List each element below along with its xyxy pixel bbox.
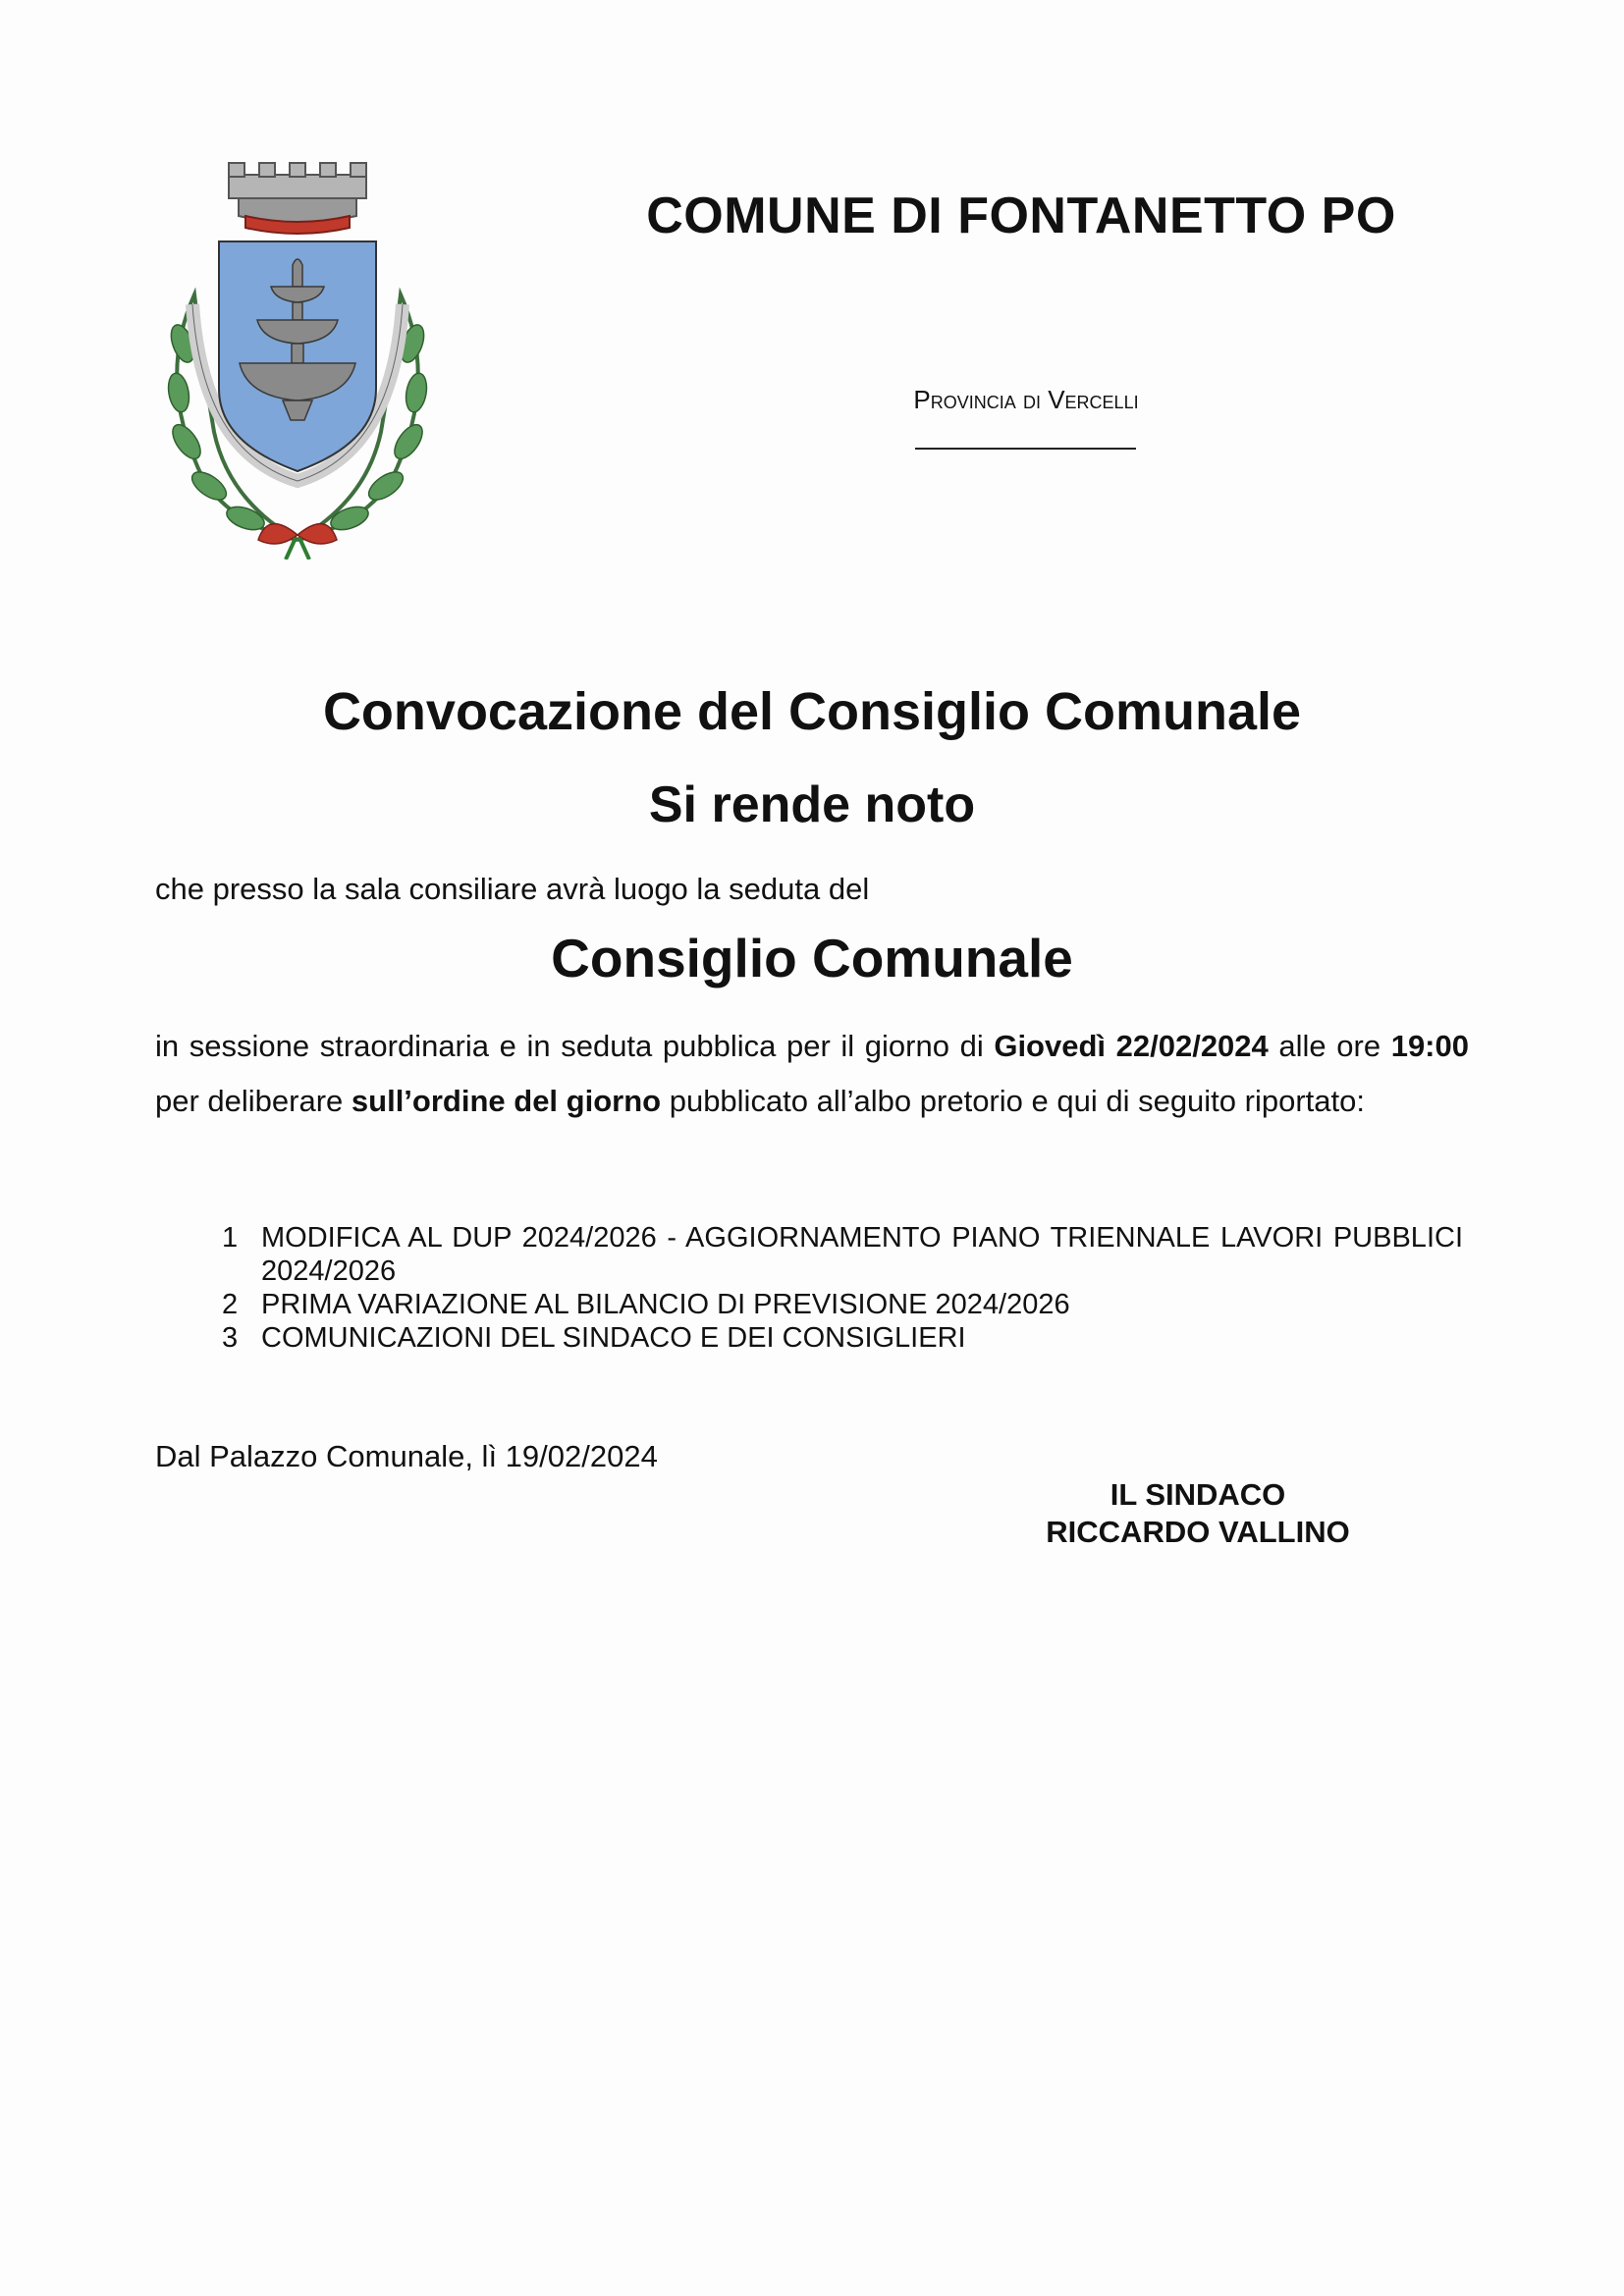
agenda-item-text: COMUNICAZIONI DEL SINDACO E DEI CONSIGLIERI (261, 1322, 966, 1354)
agenda-item-text: MODIFICA AL DUP 2024/2026 - AGGIORNAMENTO PIANO TRIENNALE LAVORI PUBBLICI 2024/2026 (261, 1222, 1463, 1287)
body-text-1: in sessione straordinaria e in seduta pubblica per il giorno di (155, 1029, 995, 1063)
mayor-title: IL SINDACO (1110, 1477, 1286, 1512)
divider (915, 448, 1136, 450)
agenda-item-number: 3 (222, 1322, 239, 1354)
crown-icon (229, 163, 366, 234)
mayor-name: RICCARDO VALLINO (1046, 1515, 1350, 1549)
notice-intro: che presso la sala consiliare avrà luogo la seduta del (155, 872, 870, 906)
meeting-day: Giovedì 22/02/2024 (994, 1029, 1269, 1063)
notice-subtitle: Si rende noto (648, 776, 976, 833)
agenda-list (222, 1221, 1463, 1355)
place-and-date: Dal Palazzo Comunale, lì 19/02/2024 (155, 1439, 658, 1473)
order-of-day: sull’ordine del giorno (351, 1084, 662, 1118)
province-label: Provincia di Vercelli (913, 385, 1139, 414)
signature-block (982, 1476, 1414, 1551)
agenda-item-number: 2 (222, 1289, 239, 1320)
agenda-item-number: 1 (222, 1222, 239, 1254)
notice-title: Convocazione del Consiglio Comunale (322, 682, 1302, 741)
agenda-item-text: PRIMA VARIAZIONE AL BILANCIO DI PREVISIONE 2024/2026 (261, 1289, 1070, 1320)
body-text-3: per deliberare (155, 1084, 352, 1118)
body-text-4: pubblicato all’albo pretorio e qui di seguito riportato: (661, 1084, 1365, 1118)
body-text-2: alle ore (1268, 1029, 1391, 1063)
agenda-item (222, 1321, 1463, 1355)
council-heading: Consiglio Comunale (551, 928, 1073, 988)
coat-of-arms-crest (155, 157, 440, 560)
meeting-time: 19:00 (1390, 1029, 1469, 1063)
agenda-item (222, 1221, 1463, 1288)
municipality-title: COMUNE DI FONTANETTO PO (646, 187, 1396, 244)
notice-body (155, 1019, 1469, 1129)
agenda-item (222, 1288, 1463, 1321)
ribbon-bow-icon (258, 524, 337, 560)
